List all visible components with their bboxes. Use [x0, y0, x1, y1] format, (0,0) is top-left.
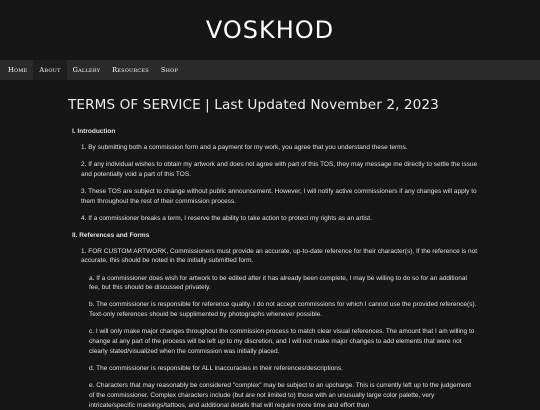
tos-subparagraph: b. The commissioner is responsible for reference quality. I do not accept commissions for which I cannot use the provided reference(s). Text-only references should be supplimented by photographs whenever possible. [89, 301, 477, 319]
tos-paragraph: 1. FOR CUSTOM ARTWORK, Commissioners must provide an accurate, up-to-date reference for their character(s). If the reference is not accurate, this should be noted in the initially submitted form. [81, 247, 478, 265]
tos-subparagraph: a. If a commissioner does wish for artwork to be edited after it has already been complete, I may be willing to do so for an additional fee, but this should be discussed privately. [89, 274, 467, 292]
tos-paragraph: 1. By submitting both a commission form and a payment for my work, you agree that you understand these terms. [81, 143, 408, 151]
nav-item-shop[interactable]: Shop [160, 66, 179, 74]
tos-paragraph: 3. These TOS are subject to change without public announcement. However, I will notify active commissioners if any changes will apply to them throughout the rest of their commission process. [81, 187, 477, 205]
site-title[interactable]: VOSKHOD [205, 16, 335, 44]
section-heading-references-forms: II. References and Forms [72, 231, 150, 239]
nav-item-about[interactable]: About [33, 60, 66, 80]
section-heading-introduction: I. Introduction [72, 128, 116, 135]
nav-item-resources[interactable]: Resources [112, 66, 149, 74]
nav-item-home[interactable]: Home [8, 66, 28, 74]
site-header [0, 0, 540, 60]
tos-subparagraph: e. Characters that may reasonably be considered "complex" may be subject to an upcharge. This is currently left up to the judgement of the commissioner. Complex characters include (but are not limited to) those with an unusually large color palette, very intricate/specific markings/tattoos, and additional details that will require more time and effort than [89, 382, 472, 409]
tos-subparagraph: c. I will only make major changes throughout the commission process to match clear visual references. The amount that I am willing to change at any part of the process will be left up to my discretion, and I will not make major changes to add elements that were not clearly stated/visualized when the commission was initially placed. [89, 328, 475, 355]
tos-content [68, 127, 478, 410]
nav-item-gallery[interactable]: Gallery [72, 66, 101, 74]
tos-subparagraph: d. The commissioner is responsible for ALL inaccuracies in their references/descriptions. [89, 364, 343, 372]
page-title: TERMS OF SERVICE | Last Updated November 2, 2023 [68, 97, 439, 113]
main-content [0, 80, 540, 410]
tos-paragraph: 4. If a commissioner breaks a term, I reserve the ability to take action to protect my rights as an artist. [81, 214, 372, 222]
main-nav [0, 60, 540, 80]
tos-paragraph: 2. If any individual wishes to obtain my artwork and does not agree with part of this TOS, they may message me directly to settle the issue and potentially void a part of this TOS. [81, 160, 478, 178]
